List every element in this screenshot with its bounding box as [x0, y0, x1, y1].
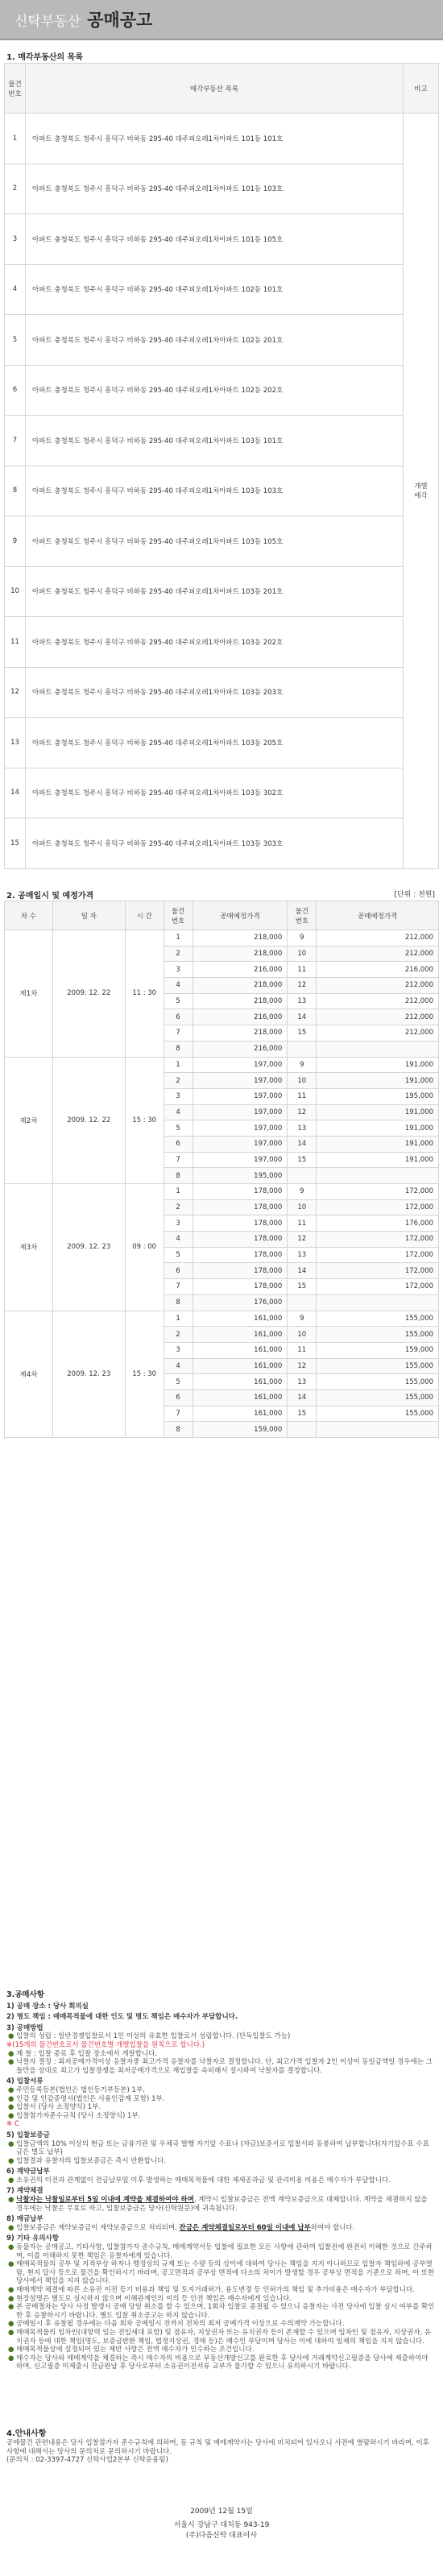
reserve-price: 191,000 [317, 1152, 439, 1168]
term-bullet: ● 입찰금액의 10% 이상의 현금 또는 금융기관 및 우체국 발행 자기앞 수표나 (자금)보증서로 입찰서와 동봉하여 납부합니다(자기앞수표 수표금은 별도 납부) [8, 2139, 429, 2157]
item-number: 11 [5, 617, 26, 668]
notice-line: (문의처 : 02-3397-4727 신탁사업2본부 신탁운용팀) [6, 2456, 168, 2465]
reserve-price: 161,000 [193, 1358, 288, 1374]
reserve-price: 176,000 [317, 1216, 439, 1232]
round-date: 2009. 12. 22 [52, 930, 125, 1058]
item-number: 11 [288, 1342, 317, 1358]
round-date: 2009. 12. 23 [52, 1184, 125, 1311]
term-bullet: ● 계 찰 : 입찰 종료 후 입찰 장소에서 개찰합니다. [8, 2049, 158, 2058]
item-number: 3 [164, 1216, 193, 1232]
term-heading: 8) 매금납부 [6, 2215, 43, 2224]
reserve-price: 159,000 [193, 1422, 288, 1438]
item-number: 13 [288, 1374, 317, 1390]
item-number: 1 [164, 1057, 193, 1073]
item-number: 6 [164, 1009, 193, 1025]
section3-title: 3.공매사항 [6, 1990, 44, 1999]
schedule-row [5, 1311, 439, 1327]
table-row [5, 516, 439, 567]
item-number: 1 [164, 1311, 193, 1327]
reserve-price: 172,000 [317, 1184, 439, 1200]
reserve-price: 191,000 [317, 1073, 439, 1089]
item-number: 11 [288, 962, 317, 978]
item-number: 9 [5, 516, 26, 567]
column-header: 일 자 [52, 901, 125, 930]
item-number: 2 [164, 1073, 193, 1089]
item-number: 10 [5, 566, 26, 617]
round-round: 제2차 [5, 1057, 53, 1184]
reserve-price [317, 1422, 439, 1438]
reserve-price: 216,000 [317, 962, 439, 978]
reserve-price: 155,000 [317, 1311, 439, 1327]
term-heading: 3) 공매방법 [6, 2023, 43, 2032]
item-number: 12 [288, 1232, 317, 1248]
item-number [288, 1168, 317, 1184]
item-number: 11 [288, 1088, 317, 1104]
table-header-row [5, 64, 439, 114]
item-number [288, 1294, 317, 1311]
item-number: 10 [288, 946, 317, 962]
term-bullet: ● 매매목적물상에 설정되어 있는 제반 사항은 전액 매수자가 인수하는 조건입니다. [8, 2346, 255, 2354]
reserve-price: 161,000 [193, 1327, 288, 1343]
reserve-price: 155,000 [317, 1358, 439, 1374]
property-description: 아파트 충청북도 청주시 흥덕구 비하동 295-40 대주피오레1차아파트 101동 101호 [25, 114, 403, 164]
item-number: 13 [288, 1120, 317, 1137]
item-number: 15 [288, 1152, 317, 1168]
item-number: 14 [288, 1263, 317, 1279]
reserve-price: 216,000 [193, 962, 288, 978]
round-time: 15 : 30 [125, 1057, 164, 1184]
item-number: 8 [164, 1168, 193, 1184]
column-header: 시 간 [125, 901, 164, 930]
term-heading: 6) 계약금납부 [6, 2168, 50, 2176]
unit-label: [단위 : 천원] [394, 891, 435, 899]
item-number: 11 [288, 1216, 317, 1232]
reserve-price: 216,000 [193, 1041, 288, 1057]
term-bullet: ● 동물자는 공매공고, 기타사항, 입찰참가자 준수규칙, 매매계약서등 입찰에 필요한 모든 사항에 관하여 입찰전에 완전히 이해한 것으로 간주하며, 이를 이해하지 못한 책임은 응찰자에게 있습니다. [8, 2243, 433, 2260]
item-number: 13 [288, 993, 317, 1009]
reserve-price: 178,000 [193, 1279, 288, 1295]
item-number: 14 [5, 768, 26, 818]
reserve-price: 197,000 [193, 1088, 288, 1104]
item-number: 8 [164, 1294, 193, 1311]
reserve-price: 218,000 [193, 978, 288, 994]
item-number: 14 [288, 1389, 317, 1406]
reserve-price: 216,000 [193, 1009, 288, 1025]
notice-text [6, 2439, 435, 2465]
item-number: 5 [164, 1120, 193, 1137]
reserve-price: 212,000 [317, 1025, 439, 1042]
item-number: 5 [164, 1374, 193, 1390]
term-bullet: ● 입찰보증금은 계약보증금이 계약보증금으로 처리되며, 잔금은 계약체결일로부터 60일 이내에 납부하여야 합니다. [8, 2223, 355, 2232]
reserve-price: 159,000 [317, 1342, 439, 1358]
property-list-table [4, 63, 439, 869]
reserve-price: 161,000 [193, 1311, 288, 1327]
reserve-price: 197,000 [193, 1104, 288, 1120]
round-time: 15 : 30 [125, 1311, 164, 1438]
term-heading: 2) 명도 책임 : 매매목적물에 대한 인도 및 명도 책임은 매수자가 부담합니다. [6, 2013, 238, 2022]
notice-line: 공매물건 관련내용은 당사 입찰참가자 준수규칙에 의하며, 동 규칙 및 매매계약서는 당사에 비치되어 있사오니 사전에 열람하시기 바라며, 이후 사항에 대해서는 당사의 문의처로 문의하시기 바랍니다. [6, 2439, 429, 2456]
item-number: 12 [288, 1104, 317, 1120]
item-number: 8 [164, 1041, 193, 1057]
footer [0, 2507, 443, 2541]
item-number: 6 [5, 365, 26, 416]
page-title: 공매공고 [87, 10, 153, 30]
property-description: 아파트 충청북도 청주시 흥덕구 비하동 295-40 대주피오레1차아파트 103동 302호 [25, 768, 403, 818]
reserve-price: 161,000 [193, 1342, 288, 1358]
term-bullet: ● 입찰의 성립 : 일반경쟁입찰로서 1인 이상의 유효한 입찰로서 성립합니다. (단독입찰도 가능) [8, 2032, 291, 2041]
table-row [5, 164, 439, 214]
reserve-price: 191,000 [317, 1057, 439, 1073]
item-number: 9 [288, 1057, 317, 1073]
table-row [5, 114, 439, 164]
item-number: 4 [164, 1358, 193, 1374]
reserve-price: 155,000 [317, 1389, 439, 1406]
column-header: 물건 번호 [5, 64, 26, 114]
schedule-row [5, 930, 439, 946]
item-number: 4 [164, 1104, 193, 1120]
reserve-price [317, 1294, 439, 1311]
item-number: 3 [5, 214, 26, 265]
item-number: 5 [164, 993, 193, 1009]
item-number [288, 1422, 317, 1438]
term-heading: 7) 계약체결 [6, 2187, 43, 2196]
reserve-price: 195,000 [193, 1168, 288, 1184]
item-number: 3 [164, 1342, 193, 1358]
reserve-price: 155,000 [317, 1406, 439, 1422]
term-bullet: ● 공매일시 후 유찰될 경우에는 다음 회차 공매일시 전까지 전차의 최저 공매가격 이상으로 수의계약 가능합니다. [8, 2320, 345, 2329]
company-name: 신탁부동산 [14, 13, 81, 30]
item-number: 14 [288, 1136, 317, 1152]
term-bullet: ● 매매목적물의 임차인(대항력 있는 전입세대 포함) 및 점유자, 지상권자 또는 유치권자 등이 존재할 수 있으며 임차인 및 점유자, 지상권자, 유치권자 등에 대한 책임(명도, 보증금반환 책임, 법정지상권, 경매 등)은 매수인 부담이며 당사는 이에 대하여 일체의 책임을 지지 않습니다. [8, 2328, 432, 2346]
column-header: 매각부동산 목록 [25, 64, 403, 114]
item-number: 7 [164, 1152, 193, 1168]
property-description: 아파트 충청북도 청주시 흥덕구 비하동 295-40 대주피오레1차아파트 103동 201호 [25, 566, 403, 617]
item-number: 14 [288, 1009, 317, 1025]
property-description: 아파트 충청북도 청주시 흥덕구 비하동 295-40 대주피오레1차아파트 103동 303호 [25, 818, 403, 869]
round-date: 2009. 12. 23 [52, 1311, 125, 1438]
reserve-price [317, 1168, 439, 1184]
column-header: 비고 [404, 64, 439, 114]
item-number: 1 [164, 1184, 193, 1200]
reserve-price: 172,000 [317, 1263, 439, 1279]
reserve-price: 218,000 [193, 1025, 288, 1042]
item-number: 15 [5, 818, 26, 869]
reserve-price: 178,000 [193, 1216, 288, 1232]
item-number: 1 [164, 930, 193, 946]
item-number: 3 [164, 1088, 193, 1104]
reserve-price: 161,000 [193, 1406, 288, 1422]
table-row [5, 718, 439, 768]
table-row [5, 617, 439, 668]
reserve-price: 178,000 [193, 1199, 288, 1216]
reserve-price: 191,000 [317, 1120, 439, 1137]
reserve-price: 197,000 [193, 1073, 288, 1089]
reserve-price: 212,000 [317, 993, 439, 1009]
reserve-price: 212,000 [317, 946, 439, 962]
round-time: 09 : 00 [125, 1184, 164, 1311]
reserve-price: 161,000 [193, 1374, 288, 1390]
item-number: 7 [5, 416, 26, 466]
term-bullet: ● 본 공매절차는 당사 사정 발생시 공매 당일 취소를 할 수 있으며, 1회차 입찰로 종결될 수 있으니 응찰자는 사전 당사에 입찰 실시 여부를 확인한 후 응찰하시기 바랍니다. 별도 입찰 취소공고는 하지 않습니다. [8, 2303, 435, 2320]
table-row [5, 315, 439, 366]
item-number: 10 [288, 1073, 317, 1089]
term-bullet: ● 입찰서 (당사 소정양식) 1부. [8, 2103, 101, 2112]
reserve-price: 191,000 [317, 1136, 439, 1152]
item-number: 7 [164, 1406, 193, 1422]
remark-cell: 개별 매각 [404, 114, 439, 869]
term-bullet: ● 소유권의 이전과 관계없이 전금납부일 이후 발생하는 매매목적물에 대한 제세공과금 및 관리비용 비용은 매수자가 부담합니다. [8, 2176, 391, 2185]
reserve-price: 176,000 [193, 1294, 288, 1311]
term-bullet: ● 낙찰자 결정 : 최저공매가격이상 응찰자중 최고가격 응찰자를 낙찰자로 결정합니다. 단, 최고가격 입찰자 2인 이상이 동일금액일 경우에는 그들만을 상대로 최고가 입찰경쟁을 최저공매가격으로 재입찰을 속히해서 설시하여 낙찰자를 결정합니다. [8, 2058, 433, 2075]
column-header: 공매예정가격 [193, 901, 288, 930]
item-number: 4 [5, 264, 26, 315]
column-header: 물건 번호 [288, 901, 317, 930]
round-round: 제1차 [5, 930, 53, 1058]
section1-title: 1. 매각부동산의 목록 [6, 53, 83, 62]
round-time: 11 : 30 [125, 930, 164, 1058]
term-bullet: ● 매수자는 당사와 매매계약을 체결하는 즉시 매수자의 비용으로 부동산개발신고를 완료한 후 당사에 거래계약신고필증을 당사에 제출하여야 하며, 신고필증 미제출시 잔금완납 후 당사로부터 소유권이전서류 교부가 불가할 수 있으니 유의하시기 바랍니다. [8, 2354, 429, 2371]
property-description: 아파트 충청북도 청주시 흥덕구 비하동 295-40 대주피오레1차아파트 103동 205호 [25, 718, 403, 768]
reserve-price: 218,000 [193, 993, 288, 1009]
term-heading: 4) 입찰서류 [6, 2077, 43, 2086]
auction-terms [6, 1990, 435, 2371]
item-number: 13 [288, 1247, 317, 1263]
reserve-price: 212,000 [317, 1009, 439, 1025]
column-header: 공매예정가격 [317, 901, 439, 930]
property-description: 아파트 충청북도 청주시 흥덕구 비하동 295-40 대주피오레1차아파트 103동 105호 [25, 516, 403, 567]
item-number: 15 [288, 1406, 317, 1422]
property-description: 아파트 충청북도 청주시 흥덕구 비하동 295-40 대주피오레1차아파트 103동 202호 [25, 617, 403, 668]
item-number: 1 [5, 114, 26, 164]
section4-title: 4.안내사항 [6, 2429, 47, 2438]
term-heading: 9) 기타 유의사항 [6, 2234, 59, 2243]
item-number: 7 [164, 1025, 193, 1042]
term-note: ※(15개의 물건번호로서 물건번호별 개별입찰을 원칙으로 합니다.) [6, 2040, 205, 2049]
term-heading: 5) 입찰보증금 [6, 2131, 50, 2139]
item-number: 8 [5, 466, 26, 516]
reserve-price [317, 1041, 439, 1057]
item-number: 6 [164, 1389, 193, 1406]
term-bullet: ● 매매목적물의 공부 및 지적부상 하자나 행정상의 규제 또는 수량 등의 상이에 대하여 당사는 책임을 지지 아니하므로 입찰자 책임하에 공부열람, 현지 답사 등으로 물건을 확인하시기 바라며, 공고면적과 공부상 면적에 다소의 차이가 발생할 경우 공부상 면적을 기준으로 하며, 이 또한 당사에서 책임을 지지 않습니다. [8, 2260, 435, 2286]
round-date: 2009. 12. 22 [52, 1057, 125, 1184]
table-row [5, 264, 439, 315]
item-number: 15 [288, 1279, 317, 1295]
footer-company: (주)다음신탁 대표이사 [185, 2532, 258, 2540]
item-number: 15 [288, 1025, 317, 1042]
item-number: 8 [164, 1422, 193, 1438]
property-description: 아파트 충청북도 청주시 흥덕구 비하동 295-40 대주피오레1차아파트 103동 101호 [25, 416, 403, 466]
term-bullet: ● 낙찰자는 낙찰일로부터 5일 이내에 계약을 체결하여야 하며, 계약시 입찰보증금은 전액 계약보증금으로 대체합니다. 계약을 체결하지 않을 경우에는 낙찰은 무효로 하고, 입찰보증금은 당사(신탁원문)에 귀속됩니다. [8, 2196, 428, 2213]
reserve-price: 212,000 [317, 978, 439, 994]
reserve-price: 172,000 [317, 1279, 439, 1295]
reserve-price: 197,000 [193, 1120, 288, 1137]
reserve-price: 218,000 [193, 930, 288, 946]
reserve-price: 178,000 [193, 1247, 288, 1263]
item-number: 2 [5, 164, 26, 214]
reserve-price: 172,000 [317, 1232, 439, 1248]
reserve-price: 212,000 [317, 930, 439, 946]
column-header: 물건 번호 [164, 901, 193, 930]
reserve-price: 191,000 [317, 1104, 439, 1120]
property-description: 아파트 충청북도 청주시 흥덕구 비하동 295-40 대주피오레1차아파트 101동 103호 [25, 164, 403, 214]
property-description: 아파트 충청북도 청주시 흥덕구 비하동 295-40 대주피오레1차아파트 101동 105호 [25, 214, 403, 265]
table-row [5, 566, 439, 617]
term-note: ※ C [6, 2120, 19, 2129]
round-round: 제3차 [5, 1184, 53, 1311]
term-bullet: ● 입찰결과 유찰자의 입찰보증금은 즉시 반환합니다. [8, 2156, 167, 2165]
reserve-price: 155,000 [317, 1374, 439, 1390]
reserve-price: 178,000 [193, 1232, 288, 1248]
reserve-price: 218,000 [193, 946, 288, 962]
table-row [5, 466, 439, 516]
term-bullet: ● 입찰참가자준수규칙 (당사 소정양식) 1부. [8, 2111, 141, 2120]
reserve-price: 155,000 [317, 1327, 439, 1343]
item-number: 7 [164, 1279, 193, 1295]
reserve-price: 172,000 [317, 1247, 439, 1263]
auction-schedule-table [4, 901, 439, 1438]
table-row [5, 667, 439, 718]
reserve-price: 195,000 [317, 1088, 439, 1104]
item-number: 2 [164, 946, 193, 962]
item-number: 2 [164, 1199, 193, 1216]
reserve-price: 161,000 [193, 1389, 288, 1406]
page-header [0, 0, 443, 40]
table-row [5, 365, 439, 416]
term-bullet: ● 매매계약 체결에 따른 소유권 이전 등기 비용과 책임 및 토지거래허가, 용도변경 등 인허가의 책임 및 추가비용은 매수자가 부담합니다. [8, 2286, 415, 2294]
section2-title: 2. 공매일시 및 예정가격 [6, 892, 94, 901]
footer-address: 서울시 강남구 대치동 943-19 [173, 2521, 270, 2529]
table-row [5, 818, 439, 869]
item-number [288, 1041, 317, 1057]
reserve-price: 197,000 [193, 1057, 288, 1073]
reserve-price: 178,000 [193, 1184, 288, 1200]
term-bullet: ● 주민등록등본(법인은 법인등기부등본) 1부. [8, 2085, 145, 2094]
schedule-row [5, 1184, 439, 1200]
item-number: 12 [5, 667, 26, 718]
table-row [5, 768, 439, 818]
item-number: 10 [288, 1327, 317, 1343]
reserve-price: 197,000 [193, 1136, 288, 1152]
table-row [5, 214, 439, 265]
property-description: 아파트 충청북도 청주시 흥덕구 비하동 295-40 대주피오레1차아파트 102동 202호 [25, 365, 403, 416]
item-number: 13 [5, 718, 26, 768]
property-description: 아파트 충청북도 청주시 흥덕구 비하동 295-40 대주피오레1차아파트 102동 201호 [25, 315, 403, 366]
item-number: 12 [288, 1358, 317, 1374]
reserve-price: 178,000 [193, 1263, 288, 1279]
item-number: 9 [288, 930, 317, 946]
reserve-price: 197,000 [193, 1152, 288, 1168]
term-heading: 1) 공매 장소 : 당사 회의실 [6, 2002, 89, 2011]
item-number: 12 [288, 978, 317, 994]
item-number: 6 [164, 1136, 193, 1152]
schedule-row [5, 1057, 439, 1073]
item-number: 9 [288, 1184, 317, 1200]
item-number: 4 [164, 978, 193, 994]
item-number: 4 [164, 1232, 193, 1248]
property-description: 아파트 충청북도 청주시 흥덕구 비하동 295-40 대주피오레1차아파트 102동 101호 [25, 264, 403, 315]
item-number: 9 [288, 1311, 317, 1327]
item-number: 5 [164, 1247, 193, 1263]
table-header-row [5, 901, 439, 930]
item-number: 6 [164, 1263, 193, 1279]
item-number: 3 [164, 962, 193, 978]
property-description: 아파트 충청북도 청주시 흥덕구 비하동 295-40 대주피오레1차아파트 103동 103호 [25, 466, 403, 516]
footer-date: 2009년 12월 15일 [190, 2508, 253, 2516]
table-row [5, 416, 439, 466]
reserve-price: 172,000 [317, 1199, 439, 1216]
item-number: 5 [5, 315, 26, 366]
item-number: 10 [288, 1199, 317, 1216]
item-number: 2 [164, 1327, 193, 1343]
round-round: 제4차 [5, 1311, 53, 1438]
column-header: 차 수 [5, 901, 53, 930]
property-description: 아파트 충청북도 청주시 흥덕구 비하동 295-40 대주피오레1차아파트 103동 203호 [25, 667, 403, 718]
term-bullet: ● 현장설명은 별도로 실시하지 않으며 이해관계인의 이의 등 안전 책임은 매수자에게 있습니다. [8, 2294, 292, 2303]
term-bullet: ● 인감 및 인감증명서(법인은 사용인감계 포함) 1부. [8, 2094, 165, 2103]
